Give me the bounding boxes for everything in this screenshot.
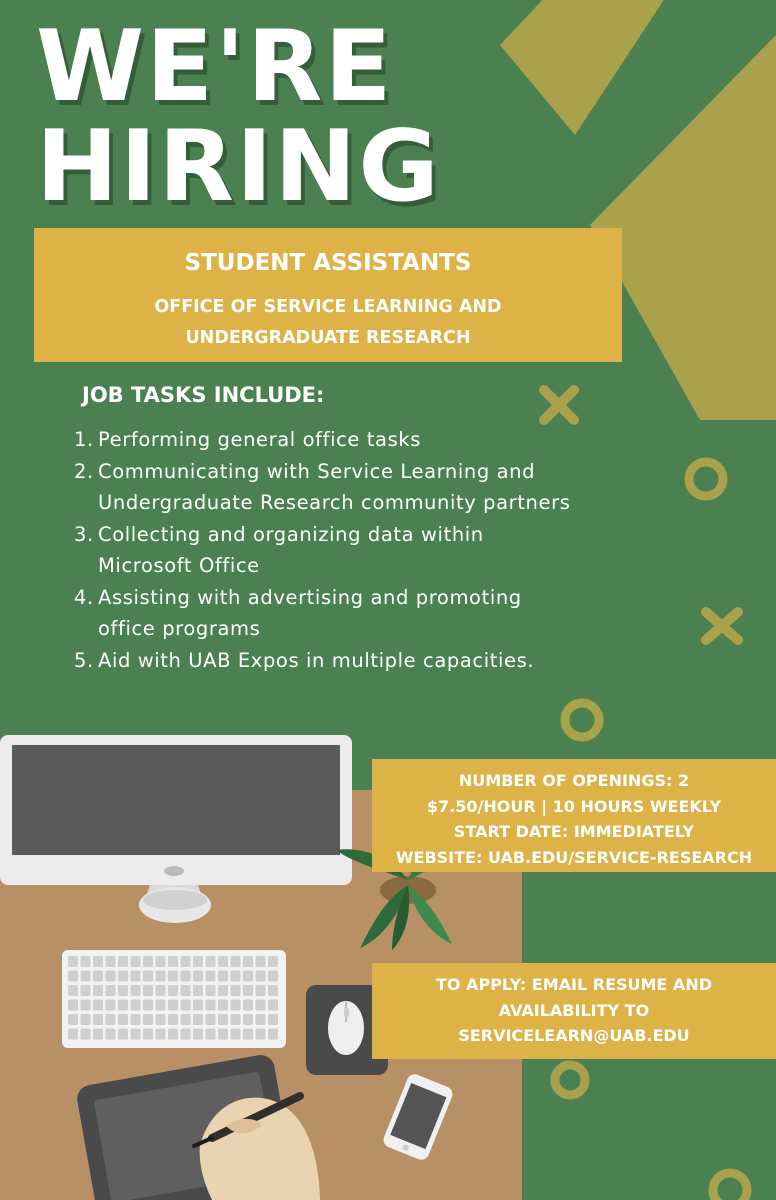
keyboard-key [206,1029,216,1040]
keyboard-key [181,956,191,967]
office-name: OFFICE OF SERVICE LEARNING AND UNDERGRADUATE RESEARCH [154,297,502,348]
keyboard-key [256,971,266,982]
task-number: 5. [74,648,94,672]
keyboard-key [181,971,191,982]
keyboard-key [156,985,166,996]
keyboard-key [131,1029,141,1040]
keyboard-key [131,956,141,967]
task-number: 2. [74,459,94,483]
keyboard-key [68,971,78,982]
list-item [74,519,574,582]
keyboard-key [156,1014,166,1025]
keyboard-key [181,1000,191,1011]
keyboard-key [268,1014,278,1025]
keyboard-key [143,1000,153,1011]
keyboard-key [93,956,103,967]
keyboard-key [231,971,241,982]
keyboard-key [231,1000,241,1011]
keyboard-key [268,1000,278,1011]
pay-text: $7.50/HOUR | 10 HOURS WEEKLY [426,796,722,816]
keyboard-key [68,956,78,967]
task-list [74,424,574,676]
list-item [74,582,574,645]
keyboard-key [81,1000,91,1011]
job-details-box [372,759,776,872]
keyboard-key [118,1014,128,1025]
keyboard-key [131,1000,141,1011]
keyboard-key [156,1000,166,1011]
keyboard-key [68,1014,78,1025]
keyboard-key [168,985,178,996]
keyboard-key [106,1000,116,1011]
keyboard-key [243,1000,253,1011]
keyboard-key [156,956,166,967]
keyboard-key [181,1029,191,1040]
keyboard-key [206,1014,216,1025]
keyboard-key [206,985,216,996]
keyboard-key [81,985,91,996]
keyboard-key [106,1029,116,1040]
keyboard-key [243,956,253,967]
keyboard-key [93,971,103,982]
keyboard-key [106,956,116,967]
keyboard-key [193,1014,203,1025]
keyboard-icon [62,950,286,1048]
keyboard-key [68,985,78,996]
keyboard-key [68,1000,78,1011]
keyboard-key [218,985,228,996]
keyboard-key [131,971,141,982]
headline-line-2: HIRING [36,110,441,224]
headline-line-1: WE'RE [36,10,394,124]
keyboard-key [256,956,266,967]
keyboard-key [256,985,266,996]
keyboard-key [93,1000,103,1011]
apply-line-2: AVAILABILITY TO [498,1000,650,1020]
keyboard-key [131,985,141,996]
keyboard-key [206,971,216,982]
keyboard-key [81,1014,91,1025]
website-link[interactable]: WEBSITE: UAB.EDU/SERVICE-RESEARCH [395,847,753,867]
task-number: 1. [74,428,94,451]
keyboard-key [256,1014,266,1025]
apply-box [372,963,776,1059]
task-text: Communicating with Service Learning and Undergraduate Research community partners [98,459,571,514]
keyboard-key [118,1000,128,1011]
keyboard-key [218,1029,228,1040]
keyboard-key [256,1029,266,1040]
keyboard-key [218,956,228,967]
keyboard-key [243,985,253,996]
keyboard-key [193,985,203,996]
keyboard-key [156,1029,166,1040]
keyboard-key [93,1029,103,1040]
keyboard-key [231,956,241,967]
keyboard-key [243,971,253,982]
keyboard-key [168,1014,178,1025]
task-number: 3. [74,522,94,546]
keyboard-key [143,985,153,996]
start-date-text: START DATE: IMMEDIATELY [453,822,695,841]
keyboard-key [118,985,128,996]
task-text: Aid with UAB Expos in multiple capacities. [98,648,535,672]
keyboard-key [268,956,278,967]
keyboard-key [143,956,153,967]
keyboard-key [181,985,191,996]
keyboard-key [143,971,153,982]
keyboard-key [218,971,228,982]
tasks-heading: JOB TASKS INCLUDE: [82,383,325,407]
keyboard-key [106,985,116,996]
apply-line-1: TO APPLY: EMAIL RESUME AND [436,975,712,994]
keyboard-key [268,971,278,982]
keyboard-key [231,1014,241,1025]
keyboard-key [218,1000,228,1011]
keyboard-key [118,1029,128,1040]
keyboard-key [181,1014,191,1025]
position-title: STUDENT ASSISTANTS [184,250,472,276]
apply-email-link[interactable]: SERVICELEARN@UAB.EDU [458,1026,690,1045]
keyboard-key [93,985,103,996]
keyboard-key [168,1029,178,1040]
keyboard-key [193,956,203,967]
keyboard-key [268,985,278,996]
keyboard-key [168,956,178,967]
keyboard-key [193,1000,203,1011]
keyboard-key [206,956,216,967]
keyboard-key [193,1029,203,1040]
keyboard-key [81,1029,91,1040]
list-item [74,645,574,677]
keyboard-key [81,956,91,967]
keyboard-key [231,985,241,996]
keyboard-key [81,971,91,982]
keyboard-key [131,1014,141,1025]
keyboard-key [243,1014,253,1025]
keyboard-key [68,1029,78,1040]
keyboard-key [143,1029,153,1040]
keyboard-key [118,971,128,982]
keyboard-key [231,1029,241,1040]
task-number: 4. [74,585,94,609]
keyboard-key [168,971,178,982]
keyboard-key [218,1014,228,1025]
task-text: Performing general office tasks [98,428,422,451]
keyboard-key [268,1029,278,1040]
keyboard-key [106,1014,116,1025]
keyboard-key [168,1000,178,1011]
openings-text: NUMBER OF OPENINGS: 2 [458,771,690,790]
keyboard-key [256,1000,266,1011]
list-item [74,456,574,519]
keyboard-key [243,1029,253,1040]
keyboard-key [93,1014,103,1025]
list-item [74,424,574,456]
keyboard-key [206,1000,216,1011]
task-text: Collecting and organizing data within Microsoft Office [98,522,484,577]
position-title-box [34,228,622,362]
keyboard-key [118,956,128,967]
keyboard-key [143,1014,153,1025]
keyboard-key [106,971,116,982]
task-text: Assisting with advertising and promoting office programs [98,585,522,640]
keyboard-key [156,971,166,982]
keyboard-key [193,971,203,982]
